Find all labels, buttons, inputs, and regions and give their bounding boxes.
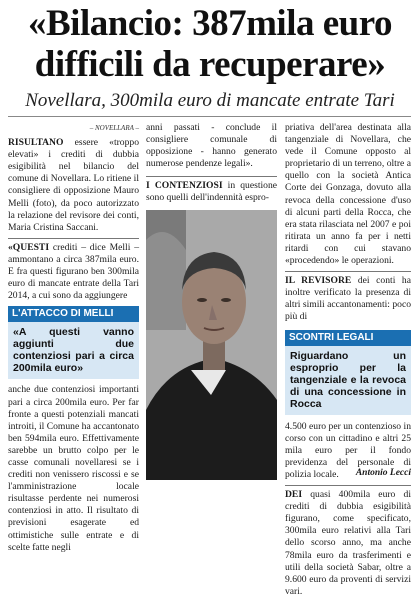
lead-in: «QUESTI bbox=[8, 241, 50, 253]
body-text: crediti – dice Melli – ammontano a circa 387mila euro. E fra questi figurano ben 300mila euro di mancate entrate della Tari 2014, a cui sono da aggiungere bbox=[8, 241, 139, 302]
portrait-illustration bbox=[146, 210, 277, 480]
headline-line-1: «Bilancio: 387mila euro bbox=[28, 3, 392, 44]
divider bbox=[146, 176, 277, 177]
paragraph: priativa dell'area destinata alla tangenziale di Novellara, che vede il Comune opposto al proprietario di un terreno, oltre a quello con la società Antica Corte dei Gonzaga, dovuto alla revoca della concessione d'uso di alcuni parti della Rocca, che era stata rilasciata nel 2007 e poi ritirata un anno fa per i netti ritardi con cui stavano «procedendo» le operazioni. bbox=[285, 122, 411, 267]
lead-in: IL REVISORE bbox=[285, 275, 352, 287]
quote-box-text: Riguardano un esproprio per la tangenziale e la revoca di una concessione in Rocca bbox=[285, 346, 411, 415]
paragraph bbox=[8, 242, 139, 302]
quote-box-label: L'ATTACCO DI MELLI bbox=[8, 306, 139, 322]
quote-box bbox=[285, 330, 411, 415]
portrait-photo bbox=[146, 210, 277, 480]
paragraph: anni passati - conclude il consigliere comunale di opposizione - hanno generato numerose pendenze legali». bbox=[146, 122, 277, 170]
kicker: – NOVELLARA – bbox=[89, 124, 139, 132]
paragraph bbox=[285, 275, 411, 323]
divider bbox=[285, 485, 411, 486]
paragraph: anche due contenziosi importanti pari a circa 200mila euro. Per far fronte a questi potenziali mancati introiti, il Comune ha accantonato ben 594mila euro. Effettivamente sarebbe un brutto colpo per le casse comunali novellaresi se i crediti non venissero riscossi e se l'amministrazione locale risultasse perdente nei numerosi contenziosi in atto. Il risultato di previsioni esagerate ed ottimistiche sulle entrate e di scelte fatte negli bbox=[8, 384, 139, 553]
subheadline: Novellara, 300mila euro di mancate entrate Tari bbox=[25, 90, 395, 111]
byline: Antonio Lecci bbox=[355, 468, 411, 478]
quote-box-text: «A questi vanno aggiunti due contenziosi pari a circa 200mila euro» bbox=[8, 322, 139, 379]
body-text: quasi 400mila euro di crediti di dubbia esigibilità figurano, come specificato, 300mila euro relativi alla Tari dello scorso anno, ma anche 78mila euro da trasferimenti e utili della società Sabar, oltre a 9.600 euro da proventi di servizi vari. bbox=[285, 489, 411, 597]
headline bbox=[10, 3, 410, 85]
quote-box bbox=[8, 306, 139, 379]
lead-in: I CONTENZIOSI bbox=[146, 180, 223, 192]
divider bbox=[285, 271, 411, 272]
lead-in: DEI bbox=[285, 489, 303, 501]
body-text: essere «troppo elevati» i crediti di dubbia esigibilità nel bilancio del comune di Novellara. Lo ritiene il consigliere di opposizione Mauro Melli (foto), da poco autorizzato la relazione del revisore dei conti, Maria Cristina Saccani. bbox=[8, 137, 139, 233]
lead-in: RISULTANO bbox=[8, 137, 64, 149]
body-text: in questione sono quelli dell'indennità espro- bbox=[146, 180, 278, 204]
headline-line-2: difficili da recuperare» bbox=[34, 44, 386, 85]
paragraph bbox=[146, 180, 277, 204]
article-column-3 bbox=[285, 122, 411, 598]
divider bbox=[8, 238, 139, 239]
divider bbox=[8, 116, 411, 117]
quote-box-label: SCONTRI LEGALI bbox=[285, 330, 411, 346]
paragraph bbox=[285, 489, 411, 598]
paragraph: 4.500 euro per un contenzioso in corso con un cittadino e altri 25 mila euro per il fondo previdenza del personale di polizia locale. bbox=[285, 420, 411, 480]
paragraph bbox=[8, 137, 139, 234]
body-text: dei conti ha inoltre verificato la presenza di altri simili accantonamenti: poco più di bbox=[285, 275, 412, 323]
article-column-2 bbox=[146, 122, 277, 205]
